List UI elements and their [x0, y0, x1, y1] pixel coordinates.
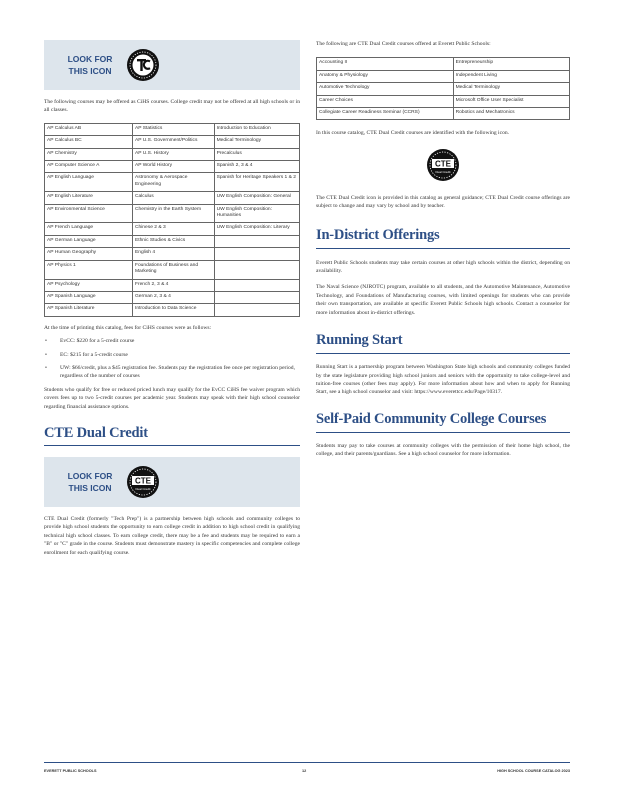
- table-cell: AP World History: [132, 161, 214, 173]
- table-cell: Collegiate Career Readiness Seminar (CCRS): [317, 108, 454, 120]
- left-column: [44, 40, 300, 557]
- footer-district: EVERETT PUBLIC SCHOOLS: [44, 769, 97, 773]
- table-cell: Entrepreneurship: [453, 58, 569, 70]
- cte-dual-credit-icon: [426, 148, 460, 182]
- table-cell: AP French Language: [45, 223, 133, 235]
- table-cell: [214, 291, 299, 303]
- table-cell: Astronomy & Aerospace Engineering: [132, 173, 214, 192]
- cte-dual-credit-heading: CTE Dual Credit: [44, 424, 148, 441]
- table-cell: UW English Composition: Literary: [214, 223, 299, 235]
- table-cell: Robotics and Mechatronics: [453, 108, 569, 120]
- cte-dual-credit-icon: [126, 465, 160, 499]
- table-row: [45, 173, 300, 192]
- svg-text:Dual Credit: Dual Credit: [435, 169, 451, 174]
- table-cell: AP U.S. Government/Politics: [132, 136, 214, 148]
- table-cell: AP Environmental Science: [45, 204, 133, 223]
- table-cell: Chemistry in the Earth System: [132, 204, 214, 223]
- table-row: [317, 70, 570, 82]
- table-cell: Accounting II: [317, 58, 454, 70]
- table-cell: Foundations of Business and Marketing: [132, 260, 214, 279]
- callout-line1: LOOK FOR: [67, 470, 113, 481]
- svg-text:CTE: CTE: [435, 159, 451, 169]
- table-row: [45, 248, 300, 260]
- callout-line1: LOOK FOR: [67, 54, 113, 64]
- table-row: [45, 136, 300, 148]
- running-start-body: Running Start is a partnership program between Washington State high schools and community colleges funded by the state legislature providing high school juniors and seniors with the opportunity to take college-level and tuition-free courses (other fees may apply). For more information about how and when to apply for Running Start, see a high school counselor and visit: https://www.everettcc.edu/Page/10317.: [316, 364, 570, 396]
- table-cell: AP Statistics: [132, 123, 214, 135]
- catalog-icon-note: In this course catalog, CTE Dual Credit courses are identified with the following icon.: [316, 130, 510, 137]
- section-divider: [44, 445, 300, 446]
- table-row: [45, 260, 300, 279]
- section-divider: [316, 248, 570, 249]
- college-in-high-school-icon: [126, 48, 160, 82]
- table-cell: Introduction to Data Science: [132, 304, 214, 316]
- list-item: • UW: $66/credit, plus a $45 registration fee. Students pay the registration fee once per registration period, regardless of the number of courses: [44, 364, 300, 381]
- in-district-p1: Everett Public Schools students may take certain courses at other high schools within the district, depending on availability.: [316, 259, 570, 275]
- table-cell: [214, 279, 299, 291]
- table-cell: UW English Composition: General: [214, 192, 299, 204]
- table-cell: AP English Literature: [45, 192, 133, 204]
- table-cell: Spanish for Heritage Speakers 1 & 2: [214, 173, 299, 192]
- table-cell: AP Computer Science A: [45, 161, 133, 173]
- table-cell: AP Calculus AB: [45, 123, 133, 135]
- table-cell: Chinese 2 & 3: [132, 223, 214, 235]
- table-cell: Independent Living: [453, 70, 569, 82]
- svg-text:Dual Credit: Dual Credit: [135, 486, 151, 491]
- callout-line2: THIS ICON: [68, 482, 112, 493]
- table-row: [45, 223, 300, 235]
- svg-text:CTE: CTE: [135, 476, 151, 486]
- look-for-icon-callout-cte: [44, 457, 300, 507]
- table-cell: French 2, 3 & 4: [132, 279, 214, 291]
- table-cell: Calculus: [132, 192, 214, 204]
- table-cell: Anatomy & Physiology: [317, 70, 454, 82]
- running-start-heading: Running Start: [316, 332, 403, 349]
- table-row: [45, 279, 300, 291]
- table-row: [317, 83, 570, 95]
- table-cell: [214, 235, 299, 247]
- table-cell: AP Spanish Literature: [45, 304, 133, 316]
- cte-guidance: The CTE Dual Credit icon is provided in this catalog as general guidance; CTE Dual Credit course offerings are subject to change and may vary by school and by teacher.: [316, 194, 570, 210]
- table-row: [317, 95, 570, 107]
- table-cell: [214, 260, 299, 279]
- table-row: [45, 291, 300, 303]
- table-cell: Automotive Technology: [317, 83, 454, 95]
- fee-waiver-text: Students who qualify for free or reduced priced lunch may qualify for the EvCC CiHS fee waiver program which covers fees up to two 5-credit courses per academic year. Students may speak with their high school counselor regarding financial assistance options.: [44, 386, 300, 410]
- in-district-heading: In-District Offerings: [316, 226, 440, 243]
- fees-intro: At the time of printing this catalog, fees for CiHS courses were as follows:: [44, 324, 212, 331]
- section-divider: [316, 353, 570, 354]
- table-row: [45, 204, 300, 223]
- table-row: [45, 148, 300, 160]
- right-column: [316, 40, 570, 459]
- section-divider: [316, 432, 570, 433]
- table-cell: AP Physics 1: [45, 260, 133, 279]
- cte-dual-credit-body: CTE Dual Credit (formerly "Tech Prep") is a partnership between high schools and community colleges to provide high school students the opportunity to earn college credit in addition to high school credit in qualifying technical high school classes. To earn college credit, there may be a fee and students may be required to earn a "B" or "C" grade in the course. Students must demonstrate mastery in specific competencies and complete college enrollment for each qualifying course.: [44, 515, 300, 556]
- table-row: [45, 192, 300, 204]
- table-cell: Precalculus: [214, 148, 299, 160]
- table-cell: English 4: [132, 248, 214, 260]
- callout-line2: THIS ICON: [68, 66, 112, 76]
- fees-list: [44, 337, 300, 381]
- table-row: [317, 58, 570, 70]
- table-cell: AP Spanish Language: [45, 291, 133, 303]
- cte-courses-table: [316, 57, 570, 120]
- table-cell: Ethnic Studies & Civics: [132, 235, 214, 247]
- table-row: [45, 123, 300, 135]
- table-cell: AP Chemistry: [45, 148, 133, 160]
- cihs-courses-table: [44, 123, 300, 317]
- table-cell: [214, 248, 299, 260]
- table-cell: Microsoft Office User Specialist: [453, 95, 569, 107]
- table-cell: AP Calculus BC: [45, 136, 133, 148]
- table-row: [45, 161, 300, 173]
- look-for-icon-callout: [44, 40, 300, 90]
- table-cell: AP German Language: [45, 235, 133, 247]
- table-cell: AP English Language: [45, 173, 133, 192]
- table-cell: German 2, 3 & 4: [132, 291, 214, 303]
- table-cell: Medical Terminology: [453, 83, 569, 95]
- table-row: [45, 235, 300, 247]
- page-footer: [44, 762, 570, 773]
- page-number: 12: [302, 769, 307, 773]
- cte-courses-intro: The following are CTE Dual Credit courses offered at Everett Public Schools:: [316, 41, 491, 47]
- in-district-p2: The Naval Science (NJROTC) program, available to all students, and the Automotive Maintenance, Automotive Technology, and Foundations of Manufacturing courses, with limited openings for students who can provide their own transportation, are available at specific Everett Public Schools high schools. Contact a counselor for more information about in-district offerings.: [316, 284, 570, 316]
- cihs-intro: The following courses may be offered as CiHS courses. College credit may not be offered at all high schools or in all classes.: [44, 99, 300, 114]
- table-cell: UW English Composition: Humanities: [214, 204, 299, 223]
- table-row: [45, 304, 300, 316]
- table-cell: AP Human Geography: [45, 248, 133, 260]
- table-cell: AP U.S. History: [132, 148, 214, 160]
- self-paid-heading: Self-Paid Community College Courses: [316, 410, 547, 427]
- table-cell: [214, 304, 299, 316]
- table-cell: AP Psychology: [45, 279, 133, 291]
- table-cell: Career Choices: [317, 95, 454, 107]
- table-cell: Introduction to Education: [214, 123, 299, 135]
- table-cell: Spanish 2, 3 & 4: [214, 161, 299, 173]
- self-paid-body: Students may pay to take courses at community colleges with the permission of their home high school, the college, and their parents/guardians. See a high school counselor for more information.: [316, 442, 570, 458]
- table-row: [317, 108, 570, 120]
- footer-catalog: HIGH SCHOOL COURSE CATALOG 2023: [497, 769, 570, 773]
- list-item: • EvCC: $220 for a 5-credit course: [44, 337, 300, 345]
- table-cell: Medical Terminology: [214, 136, 299, 148]
- list-item: • EC: $215 for a 5-credit course: [44, 351, 300, 359]
